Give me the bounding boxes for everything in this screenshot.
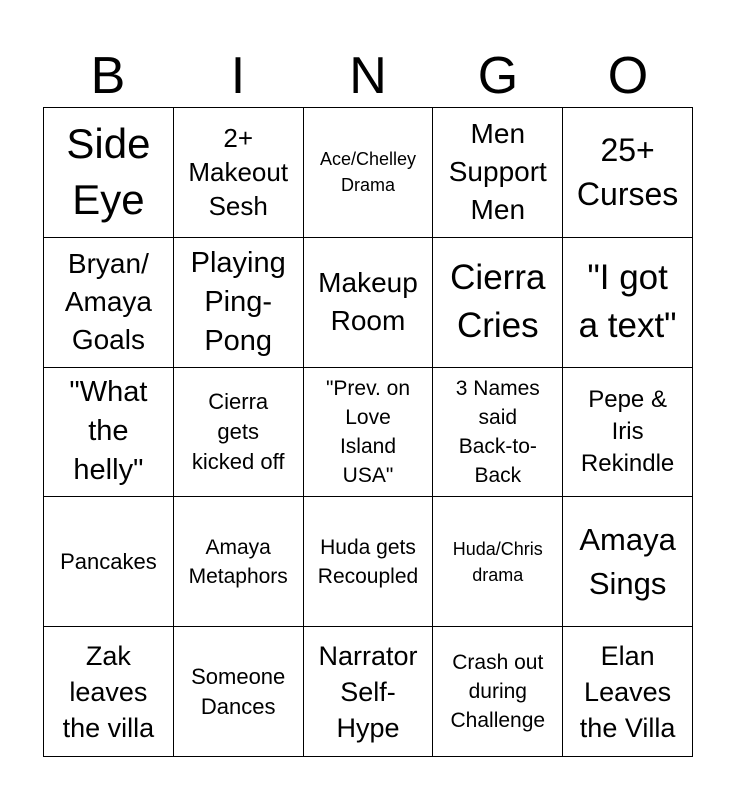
header-letter-n: N bbox=[349, 47, 387, 105]
bingo-cell[interactable] bbox=[433, 368, 563, 498]
cell-label: Playing Ping- Pong bbox=[190, 246, 286, 357]
bingo-cell[interactable] bbox=[433, 497, 563, 627]
bingo-cell[interactable] bbox=[433, 238, 563, 368]
cell-label: Crash out during Challenge bbox=[450, 651, 546, 733]
bingo-cell[interactable] bbox=[563, 238, 693, 368]
bingo-cell[interactable] bbox=[44, 238, 174, 368]
bingo-cell[interactable] bbox=[563, 627, 693, 757]
cell-label: Side Eye bbox=[66, 120, 151, 224]
cell-label: Cierra Cries bbox=[450, 258, 546, 346]
bingo-cell[interactable] bbox=[174, 108, 304, 238]
header-letter-b: B bbox=[90, 47, 126, 105]
bingo-header bbox=[43, 45, 693, 107]
cell-label: 3 Names said Back-to- Back bbox=[455, 376, 540, 487]
bingo-cell[interactable] bbox=[563, 368, 693, 498]
cell-label: 2+ Makeout Sesh bbox=[188, 123, 289, 222]
cell-label: "I got a text" bbox=[578, 258, 677, 346]
bingo-cell[interactable] bbox=[44, 368, 174, 498]
header-letter-o: O bbox=[607, 47, 649, 105]
cell-label: Makeup Room bbox=[318, 267, 418, 337]
cell-label: Pancakes bbox=[60, 548, 157, 574]
cell-label: Cierra gets kicked off bbox=[191, 388, 285, 474]
cell-label: Elan Leaves the Villa bbox=[579, 640, 676, 743]
bingo-cell[interactable] bbox=[44, 108, 174, 238]
cell-label: "What the helly" bbox=[69, 376, 148, 487]
cell-label: Huda/Chris drama bbox=[452, 538, 543, 585]
bingo-cell[interactable] bbox=[304, 627, 434, 757]
cell-label: "Prev. on Love Island USA" bbox=[325, 376, 411, 487]
cell-label: Pepe & Iris Rekindle bbox=[580, 385, 675, 477]
bingo-cell[interactable] bbox=[44, 627, 174, 757]
header-letter-i: I bbox=[230, 47, 246, 105]
bingo-cell[interactable] bbox=[304, 368, 434, 498]
bingo-cell[interactable] bbox=[174, 368, 304, 498]
header-letter-g: G bbox=[477, 47, 519, 105]
cell-label: Amaya Metaphors bbox=[188, 535, 288, 588]
cell-label: Someone Dances bbox=[191, 663, 286, 719]
bingo-cell[interactable] bbox=[174, 627, 304, 757]
cell-label: Narrator Self- Hype bbox=[318, 640, 418, 743]
bingo-cell[interactable] bbox=[563, 108, 693, 238]
bingo-cell[interactable] bbox=[304, 238, 434, 368]
cell-label: Ace/Chelley Drama bbox=[319, 149, 417, 196]
bingo-cell[interactable] bbox=[174, 497, 304, 627]
cell-label: Huda gets Recoupled bbox=[317, 535, 419, 588]
cell-label: Men Support Men bbox=[448, 118, 547, 226]
bingo-cell[interactable] bbox=[44, 497, 174, 627]
cell-label: Zak leaves the villa bbox=[62, 640, 155, 743]
cell-label: Amaya Sings bbox=[579, 521, 676, 601]
bingo-card-grid bbox=[43, 107, 693, 757]
cell-label: 25+ Curses bbox=[576, 132, 679, 213]
cell-label: Bryan/ Amaya Goals bbox=[64, 248, 152, 356]
bingo-cell[interactable] bbox=[433, 627, 563, 757]
bingo-cell[interactable] bbox=[304, 497, 434, 627]
bingo-cell[interactable] bbox=[304, 108, 434, 238]
bingo-cell[interactable] bbox=[433, 108, 563, 238]
bingo-cell[interactable] bbox=[174, 238, 304, 368]
bingo-cell[interactable] bbox=[563, 497, 693, 627]
